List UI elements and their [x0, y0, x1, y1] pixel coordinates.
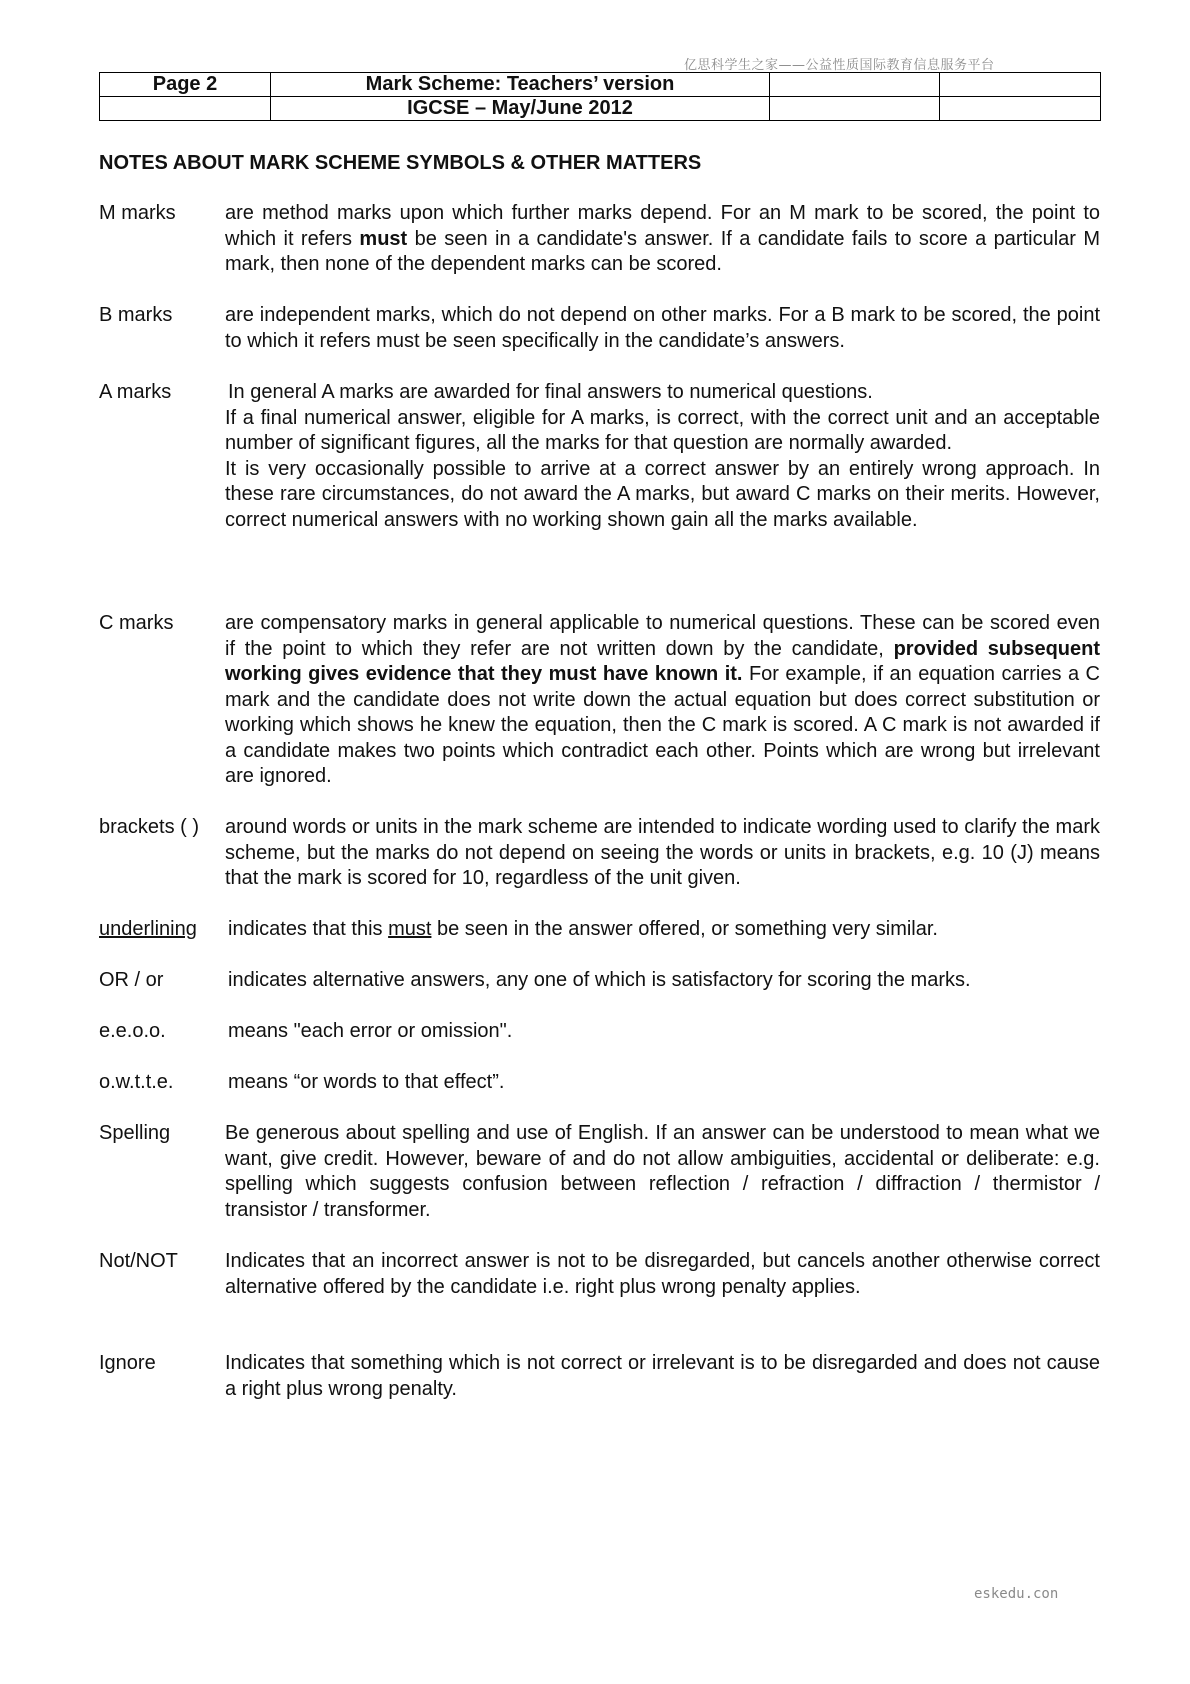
header-empty-cell [100, 97, 271, 121]
note-term: brackets ( ) [99, 816, 200, 838]
note-spelling [99, 1121, 1100, 1223]
page-title: NOTES ABOUT MARK SCHEME SYMBOLS & OTHER MATTERS [99, 152, 702, 174]
note-desc: are method marks upon which further marks depend. For an M mark to be scored, the point to which it refers must be seen in a candidate's answer. If a candidate fails to score a particular M mark, then none of the dependent marks can be scored. [225, 202, 1100, 275]
note-term: C marks [99, 612, 174, 634]
note-term: M marks [99, 202, 176, 224]
note-desc: In general A marks are awarded for final answers to numerical questions. If a final numerical answer, eligible for A marks, is correct, with the correct unit and an acceptable number of significant figures, all the marks for that question are normally awarded. It is very occasionally possible to arrive at a correct answer by an entirely wrong approach. In these rare circumstances, do not award the A marks, but award C marks on their merits. However, correct numerical answers with no working shown gain all the marks available. [225, 381, 1100, 531]
header-scheme: Mark Scheme: Teachers’ version [271, 73, 770, 97]
note-underlining [99, 917, 1100, 943]
note-or [99, 968, 1100, 994]
note-owtte [99, 1070, 1100, 1096]
note-term: Ignore [99, 1352, 156, 1374]
note-desc: are compensatory marks in general applicable to numerical questions. These can be scored even if the point to which they refer are not written down by the candidate, provided subsequent working gives evidence that they must have known it. For example, if an equation carries a C mark and the candidate does not write down the actual equation but does correct substitution or working which shows he knew the equation, then the C mark is scored. A C mark is not awarded if a candidate makes two points which contradict each other. Points which are wrong but irrelevant are ignored. [225, 612, 1100, 787]
note-term: e.e.o.o. [99, 1020, 166, 1042]
note-term: underlining [99, 918, 197, 940]
note-desc: means “or words to that effect”. [228, 1071, 505, 1093]
note-eeoo [99, 1019, 1100, 1045]
header-empty-cell [770, 97, 940, 121]
header-empty-cell [770, 73, 940, 97]
header-exam: IGCSE – May/June 2012 [271, 97, 770, 121]
header-page: Page 2 [100, 73, 271, 97]
note-term: OR / or [99, 969, 164, 991]
note-term: o.w.t.t.e. [99, 1071, 174, 1093]
note-brackets [99, 815, 1100, 892]
header-empty-cell [940, 97, 1101, 121]
note-desc: Indicates that something which is not correct or irrelevant is to be disregarded and does not cause a right plus wrong penalty. [225, 1352, 1100, 1400]
note-not [99, 1249, 1100, 1300]
note-term: A marks [99, 381, 172, 403]
watermark-top: 亿思科学生之家——公益性质国际教育信息服务平台 [684, 58, 995, 73]
note-c-marks [99, 611, 1100, 790]
note-term: Spelling [99, 1122, 171, 1144]
note-b-marks [99, 303, 1100, 354]
note-desc: are independent marks, which do not depend on other marks. For a B mark to be scored, the point to which it refers must be seen specifically in the candidate’s answers. [225, 304, 1100, 352]
note-desc: Be generous about spelling and use of English. If an answer can be understood to mean what we want, give credit. However, beware of and do not allow ambiguities, accidental or deliberate: e.g. spelling which suggests confusion between reflection / refraction / diffraction / thermistor / transistor / transformer. [225, 1122, 1100, 1221]
note-a-marks [99, 380, 1100, 533]
note-ignore [99, 1351, 1100, 1402]
header-table [99, 72, 1101, 121]
note-desc: around words or units in the mark scheme are intended to indicate wording used to clarify the mark scheme, but the marks do not depend on seeing the words or units in brackets, e.g. 10 (J) means that the mark is scored for 10, regardless of the unit given. [225, 816, 1100, 889]
note-desc: Indicates that an incorrect answer is not to be disregarded, but cancels another otherwise correct alternative offered by the candidate i.e. right plus wrong penalty applies. [225, 1250, 1100, 1298]
note-term: Not/NOT [99, 1250, 178, 1272]
header-empty-cell [940, 73, 1101, 97]
note-m-marks [99, 201, 1100, 278]
watermark-bottom: eskedu.con [974, 1586, 1059, 1602]
note-term: B marks [99, 304, 173, 326]
note-desc: indicates that this must be seen in the answer offered, or something very similar. [228, 918, 938, 940]
note-desc: means "each error or omission". [228, 1020, 513, 1042]
note-desc: indicates alternative answers, any one of which is satisfactory for scoring the marks. [228, 969, 971, 991]
